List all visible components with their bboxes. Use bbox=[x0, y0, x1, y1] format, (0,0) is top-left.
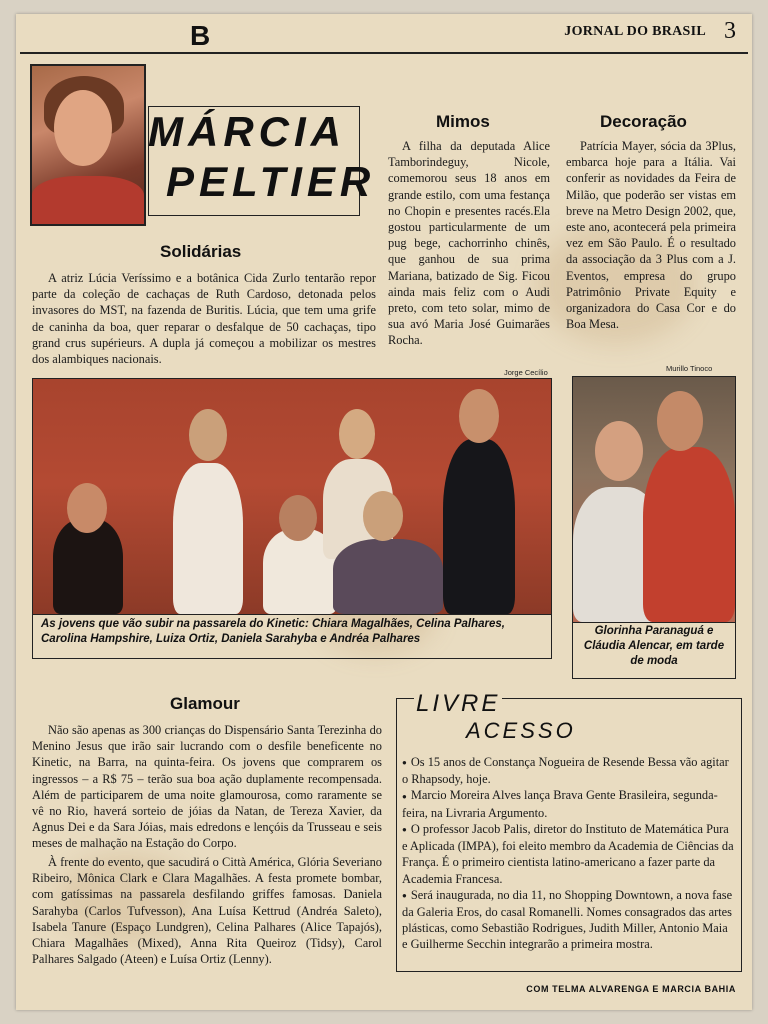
mimos-text: A filha da deputada Alice Tamborindeguy, Nicole, comemorou seus 18 anos em grande estilo, com uma festança no Chopin e presentes racés.Ela gostou particularmente de um pug bege, cachorrinho chinês, que ganhou de sua prima Mariana, batizado de Sig. Ficou ainda mais feliz com o Audi preto, com teto solar, mimo de sua avó Maria José Guimarães Rocha. bbox=[388, 139, 550, 348]
solidarias-heading: Solidárias bbox=[160, 242, 242, 261]
columnist-portrait bbox=[30, 64, 146, 226]
columnist-last-name: PELTIER bbox=[166, 158, 376, 205]
photo1-credit: Jorge Cecílio bbox=[504, 368, 548, 377]
header-rule bbox=[20, 52, 748, 54]
solidarias-text: A atriz Lúcia Veríssimo e a botânica Cida Zurlo tentarão repor parte da coleção de cachaças de Ruth Cardoso, detonada pelos invasores do MST, na fazenda de Buritis. Lúcia, que tem uma grife de caninha da boa, quer reparar o desfalque de 50 cachaças, tipo grand crus supérieurs. A dupla já começou a mobilizar os mestres dos alambiques nacionais. bbox=[32, 271, 376, 367]
party-photo-caption-text: As jovens que vão subir na passarela do Kinetic: Chiara Magalhães, Celina Palhares, Carolina Hampshire, Luiza Ortiz, Daniela Sarahyba e Andréa Palhares bbox=[41, 618, 506, 645]
glamour-paragraph-2: À frente do evento, que sacudirá o Città América, Glória Severiano Ribeiro, Mônica Clark e Clara Magalhães. A festa promete bombar, com gatíssimas na passarela desfilando griffes famosas. Daniela Sarahyba (Carlos Tufvesson), Ana Luísa Kettrud (Andréa Saleto), Isabela Tanure (Espaço Lundgren), Celina Palhares (Alice Tapajós), Chiara Magalhães (Mixed), Anna Rita Queiroz (Tidsy), Carol Palhares Salgado (Ateen) e Luísa Ortiz (Lenny). bbox=[32, 855, 382, 967]
livre-acesso-item: ● Marcio Moreira Alves lança Brava Gente Brasileira, segunda-feira, na Livraria Argumento. bbox=[402, 787, 736, 820]
decoracao-heading: Decoração bbox=[600, 112, 687, 131]
fashion-afternoon-photo bbox=[572, 376, 736, 623]
section-letter: B bbox=[190, 20, 211, 51]
fashion-photo-caption-text: Glorinha Paranaguá e Cláudia Alencar, em tarde de moda bbox=[583, 625, 725, 667]
photo2-credit: Murillo Tinoco bbox=[666, 364, 713, 373]
livre-acesso-item: ● Será inaugurada, no dia 11, no Shopping Downtown, a nova fase da Galeria Eros, do casal Romanelli. Nomes consagrados das artes plásticas, como Sebastião Rodrigues, Judith Miller, Antonio Maia e Guilherme Secchin integrarão a primeira mostra. bbox=[402, 887, 736, 953]
decoracao-text: Patrícia Mayer, sócia da 3Plus, embarca hoje para a Itália. Vai conferir as novidades da Feira de Milão, que poderão ser vistas em breve na Metro Design 2002, que, este ano, acontecerá pela primeira vez em São Paulo. É o resultado da associação da 3 Plus com a J. Eventos, empresa do grupo Patrimônio Private Equity e organizadora do Casa Cor e do Boa Mesa. bbox=[566, 139, 736, 332]
fashion-photo-caption bbox=[572, 622, 736, 679]
page-number: 3 bbox=[724, 18, 736, 44]
column-byline: COM TELMA ALVARENGA E MARCIA BAHIA bbox=[526, 984, 736, 994]
newspaper-page bbox=[16, 14, 752, 1010]
livre-acesso-title-line1: LIVRE bbox=[416, 690, 501, 717]
livre-acesso-item: ● O professor Jacob Palis, diretor do Instituto de Matemática Pura e Aplicada (IMPA), foi eleito membro da Academia de Ciências da França. É o primeiro cientista latino-americano a fazer parte da Academia Francesa. bbox=[402, 821, 736, 887]
party-photo bbox=[32, 378, 552, 615]
newspaper-name: JORNAL DO BRASIL bbox=[564, 24, 706, 39]
mimos-heading: Mimos bbox=[436, 112, 490, 131]
party-photo-caption bbox=[32, 614, 552, 659]
glamour-heading: Glamour bbox=[170, 694, 240, 713]
livre-acesso-item: ● Os 15 anos de Constança Nogueira de Resende Bessa vão agitar o Rhapsody, hoje. bbox=[402, 754, 736, 787]
livre-acesso-title-line2: ACESSO bbox=[466, 718, 576, 743]
livre-acesso-list bbox=[402, 754, 736, 953]
glamour-paragraph-1: Não são apenas as 300 crianças do Dispensário Santa Terezinha do Menino Jesus que irão sair lucrando com o desfile beneficente no Kinetic, na Barra, na quinta-feira. Os jovens que comprarem os ingressos – a R$ 75 – terão sua boa ação duplamente recompensada. Além de participarem de uma noite glamourosa, como raramente se vê no Rio, haverá sorteio de jóias da Natan, de Tereza Xavier, da Agnus Dei e da Sara Jóias, mais edredons e lençóis da Trusseau e seis meses de malhação na Estação do Corpo. bbox=[32, 723, 382, 851]
columnist-first-name: MÁRCIA bbox=[148, 108, 346, 155]
